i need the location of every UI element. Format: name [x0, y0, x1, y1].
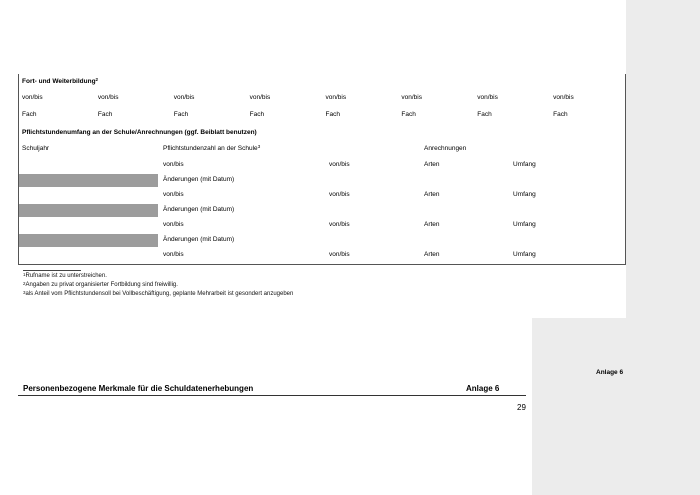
pflicht-bis-cell-2: von/bis [326, 189, 419, 203]
fortbildung-period-cell-1: von/bis [19, 92, 94, 107]
page-number: 29 [517, 403, 526, 412]
schuljahr-cell-2 [19, 189, 158, 203]
footnote-3 [23, 291, 293, 297]
footnote-text: Angaben zu privat organisierter Fortbildung sind freiwillig. [25, 282, 178, 288]
pflichtstunden-heading: Pflichtstundenumfang an der Schule/Anrechnungen (ggf. Beiblatt benutzen) [19, 127, 625, 141]
footnote-text: Rufname ist zu unterstreichen. [25, 273, 107, 279]
fortbildung-period-cell-8: von/bis [550, 92, 625, 107]
schuljahr-cell-4 [19, 249, 158, 263]
pflichtstunden-header-text: Pflichtstundenzahl an der Schule [163, 145, 258, 152]
footer-title: Personenbezogene Merkmale für die Schuldatenerhebungen [23, 384, 254, 393]
fortbildung-heading-footnote-ref: 2 [95, 77, 99, 82]
footnote-1 [23, 273, 107, 279]
aenderungen-cell-3: Änderungen (mit Datum) [160, 234, 625, 248]
anrechnungen-header: Anrechnungen [421, 143, 625, 157]
footnote-2 [23, 282, 178, 288]
footnote-rule [23, 270, 81, 271]
umfang-cell-4: Umfang [510, 249, 625, 263]
pflicht-von-cell-4: von/bis [160, 249, 324, 263]
pflicht-von-cell-3: von/bis [160, 219, 324, 233]
arten-cell-3: Arten [421, 219, 508, 233]
schuljahr-cell-3 [19, 219, 158, 233]
schuljahr-shaded-block-3 [19, 234, 158, 247]
arten-cell-2: Arten [421, 189, 508, 203]
arten-cell-1: Arten [421, 159, 508, 173]
pflicht-bis-cell-4: von/bis [326, 249, 419, 263]
umfang-cell-2: Umfang [510, 189, 625, 203]
pflicht-von-cell-1: von/bis [160, 159, 324, 173]
fortbildung-period-cell-7: von/bis [474, 92, 549, 107]
pflicht-bis-cell-1: von/bis [326, 159, 419, 173]
umfang-cell-1: Umfang [510, 159, 625, 173]
schuljahr-header: Schuljahr [19, 143, 158, 157]
pflichtstunden-header [160, 143, 419, 157]
fortbildung-subject-cell-5: Fach [323, 109, 398, 124]
fortbildung-subject-cell-3: Fach [171, 109, 246, 124]
fortbildung-period-cell-3: von/bis [171, 92, 246, 107]
fortbildung-subject-cell-8: Fach [550, 109, 625, 124]
anlage-corner-label: Anlage 6 [596, 369, 624, 376]
footer-rule [18, 395, 526, 396]
fortbildung-period-cell-2: von/bis [95, 92, 170, 107]
schuljahr-cell-1 [19, 159, 158, 173]
footer-anlage: Anlage 6 [466, 384, 500, 393]
arten-cell-4: Arten [421, 249, 508, 263]
schuljahr-shaded-block-2 [19, 204, 158, 217]
footnote-text: als Anteil vom Pflichtstundensoll bei Vollbeschäftigung, geplante Mehrarbeit ist gesondert anzugeben [25, 291, 294, 297]
fortbildung-subject-cell-7: Fach [474, 109, 549, 124]
fortbildung-heading [19, 76, 625, 90]
pflicht-von-cell-2: von/bis [160, 189, 324, 203]
aenderungen-cell-2: Änderungen (mit Datum) [160, 204, 625, 218]
fortbildung-period-cell-6: von/bis [398, 92, 473, 107]
schuljahr-shaded-block-1 [19, 174, 158, 187]
aenderungen-cell-1: Änderungen (mit Datum) [160, 174, 625, 188]
umfang-cell-3: Umfang [510, 219, 625, 233]
footnote-number: 1 [23, 272, 26, 277]
footnote-number: 2 [23, 281, 26, 286]
fortbildung-subject-cell-6: Fach [398, 109, 473, 124]
fortbildung-subject-cell-4: Fach [247, 109, 322, 124]
fortbildung-period-cell-4: von/bis [247, 92, 322, 107]
fortbildung-heading-text: Fort- und Weiterbildung [22, 78, 96, 85]
fortbildung-subject-cell-1: Fach [19, 109, 94, 124]
pflicht-bis-cell-3: von/bis [326, 219, 419, 233]
fortbildung-subject-cell-2: Fach [95, 109, 170, 124]
footnote-number: 3 [23, 290, 26, 295]
pflichtstunden-footnote-ref: 3 [257, 144, 261, 149]
fortbildung-period-cell-5: von/bis [323, 92, 398, 107]
